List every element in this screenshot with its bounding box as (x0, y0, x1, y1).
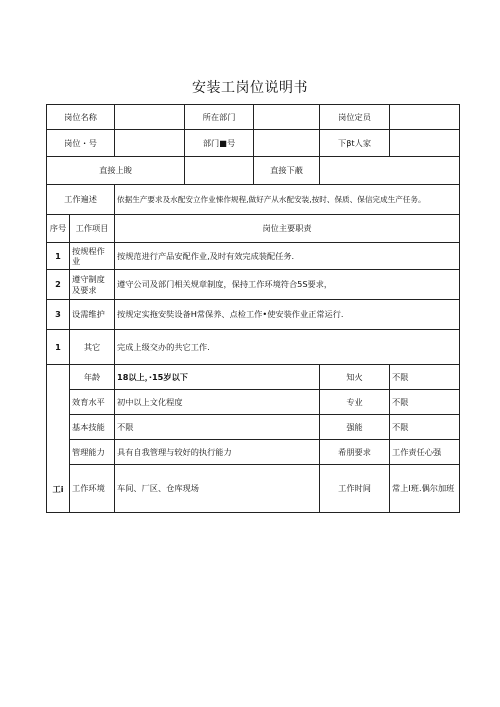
qual-value-left: 不限 (115, 415, 320, 440)
headcount-value (390, 105, 460, 130)
subordinates-value (390, 130, 460, 157)
qual-label-left: 管理能力 (70, 440, 115, 465)
qual-value-right: 不限 (390, 390, 460, 415)
job-description-table (46, 104, 460, 513)
qual-value-right: 不限 (390, 365, 460, 390)
duty-number: 1 (47, 330, 70, 365)
position-name-value (115, 105, 185, 130)
position-code-value (115, 130, 185, 157)
qual-label-right: 工作时间 (320, 465, 390, 513)
qual-value-right: 不限 (390, 415, 460, 440)
qualification-row (47, 415, 460, 440)
qual-label-right: 知火 (320, 365, 390, 390)
qualification-side-label: 工i (47, 365, 70, 513)
subordinates-label: 下βt人家 (320, 130, 390, 157)
item-header: 工作项目 (70, 215, 115, 243)
qualification-row (47, 365, 460, 390)
duty-row (47, 243, 460, 270)
qual-value-right: 工作责任心强 (390, 440, 460, 465)
qual-label-left: 基本技能 (70, 415, 115, 440)
position-name-label: 岗位名称 (47, 105, 115, 130)
qual-label-left: 效育水平 (70, 390, 115, 415)
direct-subordinate-value (320, 157, 460, 185)
qual-value-left: 车间、厂区、仓库现场 (115, 465, 320, 513)
duty-description: 按规定实拖安奘设备H常保养、点检工作•使安装作业正常运行. (115, 300, 460, 330)
qual-label-left: 年龄 (70, 365, 115, 390)
duty-description: 遵守公司及部门相关规章制度，保持工作环境符合5S要求， (115, 270, 460, 300)
duty-number: 3 (47, 300, 70, 330)
qual-value-right: 常上I班.偶尔加班 (390, 465, 460, 513)
qualification-row (47, 465, 460, 513)
duties-header-row (47, 215, 460, 243)
duty-item: 遵守制度及要求 (70, 270, 115, 300)
duty-row (47, 330, 460, 365)
position-code-label: 岗位・号 (47, 130, 115, 157)
qual-label-right: 强能 (320, 415, 390, 440)
department-code-label: 部门■号 (185, 130, 254, 157)
duty-description: 完成上级交办的共它工作. (115, 330, 460, 365)
duty-description: 按规范进行产品安配作业,及时有效完成装配任务. (115, 243, 460, 270)
qual-label-right: 专业 (320, 390, 390, 415)
document-title: 安装工岗位说明书 (192, 80, 308, 96)
duty-item: 其它 (70, 330, 115, 365)
qualification-row (47, 440, 460, 465)
header-row-1 (47, 105, 460, 130)
qual-value-left: 初中以上文化程度 (115, 390, 320, 415)
summary-row (47, 185, 460, 215)
duty-number: 2 (47, 270, 70, 300)
duty-number: 1 (47, 243, 70, 270)
qual-label-right: 希朋要求 (320, 440, 390, 465)
summary-text: 依据生产要求及水配安立作业悚作规程,做好产从水配安装,按时、保质、保信完成生产任务。 (115, 185, 460, 215)
department-label: 所在部门 (185, 105, 254, 130)
summary-label: 工作遍述 (47, 185, 115, 215)
duties-content-header: 岗位主要职责 (115, 215, 460, 243)
duty-row (47, 300, 460, 330)
headcount-label: 岗位定员 (320, 105, 390, 130)
qualification-row (47, 390, 460, 415)
header-row-2 (47, 130, 460, 157)
qual-value-left: 18以上，·15岁以下 (115, 365, 320, 390)
duty-item: 设需维护 (70, 300, 115, 330)
department-code-value (254, 130, 320, 157)
seq-header: 序号 (47, 215, 70, 243)
qual-value-left: 具有自我管理与较好的执行能力 (115, 440, 320, 465)
header-row-3 (47, 157, 460, 185)
duty-item: 按规程作业 (70, 243, 115, 270)
direct-superior-value (185, 157, 254, 185)
duty-row (47, 270, 460, 300)
direct-subordinate-label: 直接下蔽 (254, 157, 320, 185)
direct-superior-label: 直接上睃 (47, 157, 185, 185)
qual-label-left: 工作环境 (70, 465, 115, 513)
department-value (254, 105, 320, 130)
